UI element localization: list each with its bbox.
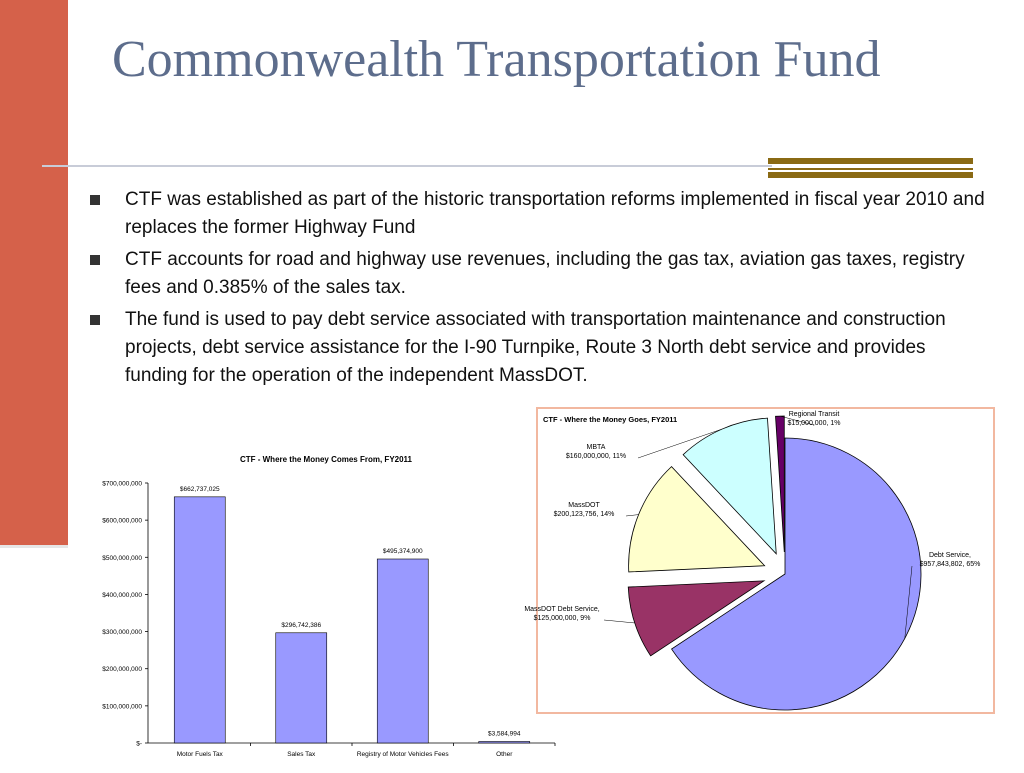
title-divider <box>42 165 772 167</box>
x-tick-label: Sales Tax <box>287 751 316 758</box>
pie-slice-value: $160,000,000, 11% <box>565 453 627 460</box>
y-tick-label: $100,000,000 <box>102 703 142 711</box>
spending-pie-chart <box>524 407 995 714</box>
pie-slice-value: $15,000,000, 1% <box>787 420 841 427</box>
pie-slice-name: MassDOT Debt Service, <box>524 606 600 613</box>
bullet-item <box>90 306 990 390</box>
bar-data-label: $662,737,025 <box>179 485 220 493</box>
pie-slice-name: MassDOT <box>568 502 600 509</box>
pie-leader-line <box>626 515 639 516</box>
bullet-item <box>90 186 990 242</box>
bar-series <box>174 486 530 743</box>
bullet-text: CTF accounts for road and highway use revenues, including the gas tax, aviation gas taxes, registry fees and 0.385% of the sales tax. <box>125 249 965 298</box>
slide-title: Commonwealth Transportation Fund <box>112 31 881 88</box>
x-tick-label: Registry of Motor Vehicles Fees <box>356 751 449 758</box>
x-tick-label: Other <box>496 751 513 758</box>
pie-slice-value: $200,123,756, 14% <box>553 511 615 518</box>
y-tick-label: $300,000,000 <box>102 629 142 637</box>
bar <box>276 633 327 743</box>
bar <box>479 742 530 744</box>
pie-slice-name: Regional Transit <box>788 411 840 418</box>
x-axis <box>177 743 555 758</box>
y-tick-label: $600,000,000 <box>102 517 142 525</box>
square-bullet-icon <box>90 315 100 325</box>
y-axis <box>102 481 555 748</box>
bullet-list <box>90 186 990 394</box>
pie-slice <box>776 416 785 552</box>
bullet-item <box>90 246 990 302</box>
chart-title: CTF - Where the Money Comes From, FY2011 <box>239 455 413 464</box>
x-tick-label: Motor Fuels Tax <box>176 751 223 758</box>
bar-chart-svg <box>88 440 558 768</box>
decorative-line <box>768 158 973 164</box>
y-tick-label: $200,000,000 <box>102 666 142 674</box>
pie-slice-name: MBTA <box>586 444 606 451</box>
pie-leader-line <box>604 620 635 623</box>
bar <box>377 559 428 743</box>
chart-title: CTF - Where the Money Goes, FY2011 <box>543 415 678 424</box>
pie-slice-name: Debt Service, <box>928 552 972 559</box>
bar <box>174 497 225 743</box>
bullet-text: CTF was established as part of the historic transportation reforms implemented in fiscal year 2010 and replaces the former Highway Fund <box>125 189 985 238</box>
bar-data-label: $296,742,386 <box>281 621 322 629</box>
pie-slice-value: $125,000,000, 9% <box>533 615 591 622</box>
pie-slice-value: $957,843,802, 65% <box>919 561 981 568</box>
bar-data-label: $495,374,900 <box>382 548 423 556</box>
accent-side-bar-shadow <box>0 545 68 548</box>
accent-side-bar <box>0 0 68 545</box>
pie-series <box>628 416 921 710</box>
y-tick-label: $700,000,000 <box>102 480 142 488</box>
square-bullet-icon <box>90 195 100 205</box>
decorative-line <box>768 168 973 170</box>
y-tick-label: $- <box>136 740 142 748</box>
square-bullet-icon <box>90 255 100 265</box>
bar-data-label: $3,584,994 <box>487 730 521 738</box>
y-tick-label: $500,000,000 <box>102 554 142 562</box>
bullet-text: The fund is used to pay debt service associated with transportation maintenance and construction projects, debt service assistance for the I-90 Turnpike, Route 3 North debt service and provides funding for the operation of the independent MassDOT. <box>125 309 946 386</box>
revenue-bar-chart <box>88 440 558 768</box>
decorative-line <box>768 172 973 178</box>
y-tick-label: $400,000,000 <box>102 591 142 599</box>
pie-chart-svg <box>524 409 993 712</box>
